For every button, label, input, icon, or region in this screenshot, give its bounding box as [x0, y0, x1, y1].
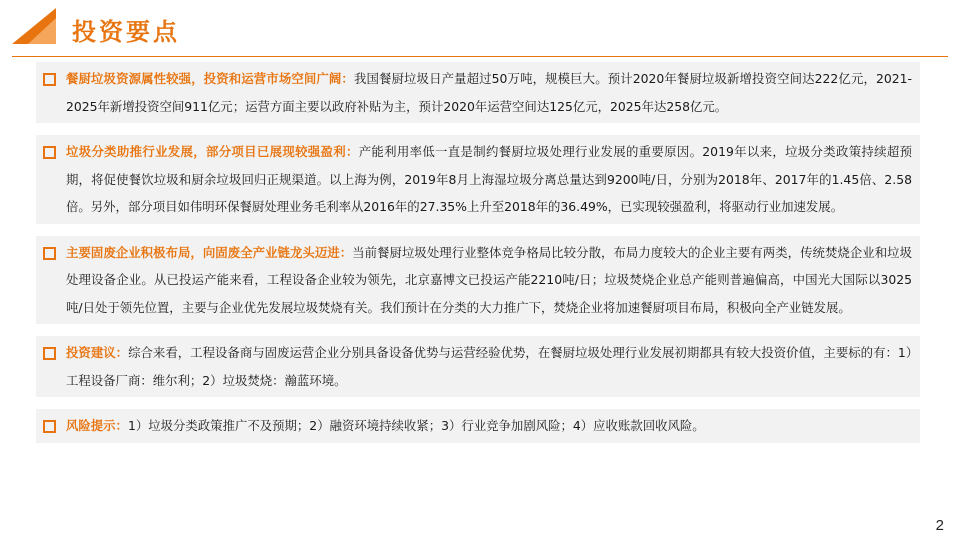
page-title: 投资要点	[72, 17, 180, 46]
point-body: 当前餐厨垃圾处理行业整体竞争格局比较分散，布局力度较大的企业主要有两类，传统焚烧企业和垃圾处理设备企业。从已投运产能来看，工程设备企业较为领先，北京嘉博文已投运产能2210吨/日；垃圾焚烧企业总产能则普遍偏高，中国光大国际以3025吨/日处于领先位置，主要与企业优先发展垃圾焚烧有关。我们预计在分类的大力推广下，焚烧企业将加速餐厨项目布局，积极向全产业链发展。	[66, 244, 913, 315]
point-market-space	[36, 62, 920, 123]
logo-icon	[8, 4, 60, 48]
investment-points	[36, 62, 920, 443]
point-body: 我国餐厨垃圾日产量超过50万吨，规模巨大。预计2020年餐厨垃圾新增投资空间达222亿元，2021-2025年新增投资空间911亿元；运营方面主要以政府补贴为主，预计2020年运营空间达125亿元，2025年达258亿元。	[66, 71, 912, 114]
point-sorting-drive	[36, 135, 920, 224]
point-lead: 餐厨垃圾资源属性较强，投资和运营市场空间广阔：	[66, 71, 354, 86]
point-risk-warning	[36, 409, 920, 443]
hollow-square-bullet-icon	[43, 146, 56, 159]
hollow-square-bullet-icon	[43, 420, 56, 433]
point-lead: 主要固废企业积极布局，向固废全产业链龙头迈进：	[66, 244, 353, 260]
point-lead: 垃圾分类助推行业发展，部分项目已展现较强盈利：	[66, 144, 359, 159]
point-body: 综合来看，工程设备商与固废运营企业分别具备设备优势与运营经验优势，在餐厨垃圾处理行业发展初期都具有较大投资价值，主要标的有：1）工程设备厂商：维尔利；2）垃圾焚烧：瀚蓝环境。	[66, 345, 913, 388]
point-investment-advice	[36, 336, 920, 397]
point-industry-layout	[36, 236, 920, 325]
point-body: 1）垃圾分类政策推广不及预期；2）融资环境持续收紧；3）行业竞争加剧风险；4）应收账款回收风险。	[127, 418, 705, 433]
point-body: 产能利用率低一直是制约餐厨垃圾处理行业发展的重要原因。2019年以来，垃圾分类政策持续超预期，将促使餐饮垃圾和厨余垃圾回归正规渠道。以上海为例，2019年8月上海湿垃圾分离总量达到9200吨/日，分别为2018年、2017年的1.45倍、2.58倍。另外，部分项目如伟明环保餐厨处理业务毛利率从2016年的27.35%上升至2018年的36.49%，已实现较强盈利，将驱动行业加速发展。	[66, 144, 912, 214]
title-divider	[12, 56, 948, 57]
point-lead: 风险提示：	[66, 418, 128, 433]
page-number: 2	[935, 517, 944, 534]
hollow-square-bullet-icon	[43, 73, 56, 86]
point-lead: 投资建议：	[66, 345, 129, 360]
hollow-square-bullet-icon	[43, 347, 56, 360]
hollow-square-bullet-icon	[43, 247, 56, 260]
